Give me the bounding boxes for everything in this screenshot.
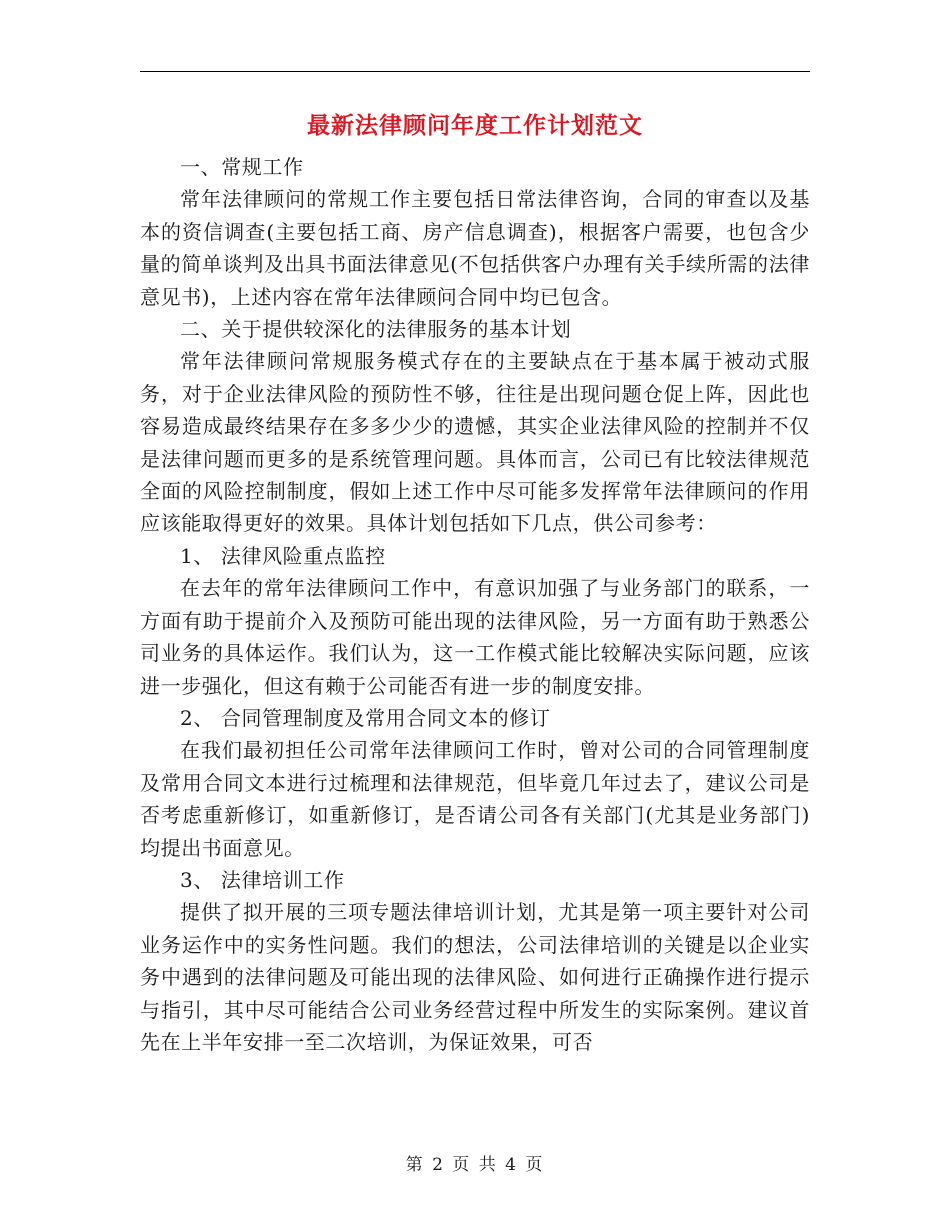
body-paragraph: 提供了拟开展的三项专题法律培训计划，尤其是第一项主要针对公司业务运作中的实务性问题。我们的想法，公司法律培训的关键是以企业实务中遇到的法律问题及可能出现的法律风险、如何进行正确操作进行提示与指引，其中尽可能结合公司业务经营过程中所发生的实际案例。建议首先在上半年安排一至二次培训，为保证效果，可否 (140, 900, 810, 1054)
section-heading: 二、关于提供较深化的法律服务的基本计划 (180, 317, 572, 342)
body-paragraph: 在去年的常年法律顾问工作中，有意识加强了与业务部门的联系，一方面有助于提前介入及预防可能出现的法律风险，另一方面有助于熟悉公司业务的具体运作。我们认为，这一工作模式能比较解决实际问题，应该进一步强化，但这有赖于公司能否有进一步的制度安排。 (140, 576, 810, 698)
subsection-heading: 2、 合同管理制度及常用合同文本的修订 (180, 705, 551, 730)
document-title: 最新法律顾问年度工作计划范文 (307, 112, 643, 139)
document-body (140, 151, 810, 1058)
page-number: 第 2 页 共 4 页 (405, 1155, 545, 1175)
section-heading: 一、常规工作 (180, 155, 304, 179)
subsection-heading: 1、 法律风险重点监控 (180, 543, 386, 568)
subsection-heading: 3、 法律培训工作 (180, 867, 345, 892)
body-paragraph: 常年法律顾问的常规工作主要包括日常法律咨询，合同的审查以及基本的资信调查(主要包括工商、房产信息调查)，根据客户需要，也包含少量的简单谈判及出具书面法律意见(不包括供客户办理有关手续所需的法律意见书)，上述内容在常年法律顾问合同中均已包含。 (140, 187, 810, 309)
body-paragraph: 在我们最初担任公司常年法律顾问工作时，曾对公司的合同管理制度及常用合同文本进行过梳理和法律规范，但毕竟几年过去了，建议公司是否考虑重新修订，如重新修订，是否请公司各有关部门(尤其是业务部门)均提出书面意见。 (140, 738, 810, 860)
header-rule (140, 71, 810, 72)
body-paragraph: 常年法律顾问常规服务模式存在的主要缺点在于基本属于被动式服务，对于企业法律风险的预防性不够，往往是出现问题仓促上阵，因此也容易造成最终结果存在多多少少的遗憾，其实企业法律风险的控制并不仅是法律问题而更多的是系统管理问题。具体而言，公司已有比较法律规范全面的风险控制制度，假如上述工作中尽可能多发挥常年法律顾问的作用应该能取得更好的效果。具体计划包括如下几点，供公司参考： (140, 349, 810, 536)
